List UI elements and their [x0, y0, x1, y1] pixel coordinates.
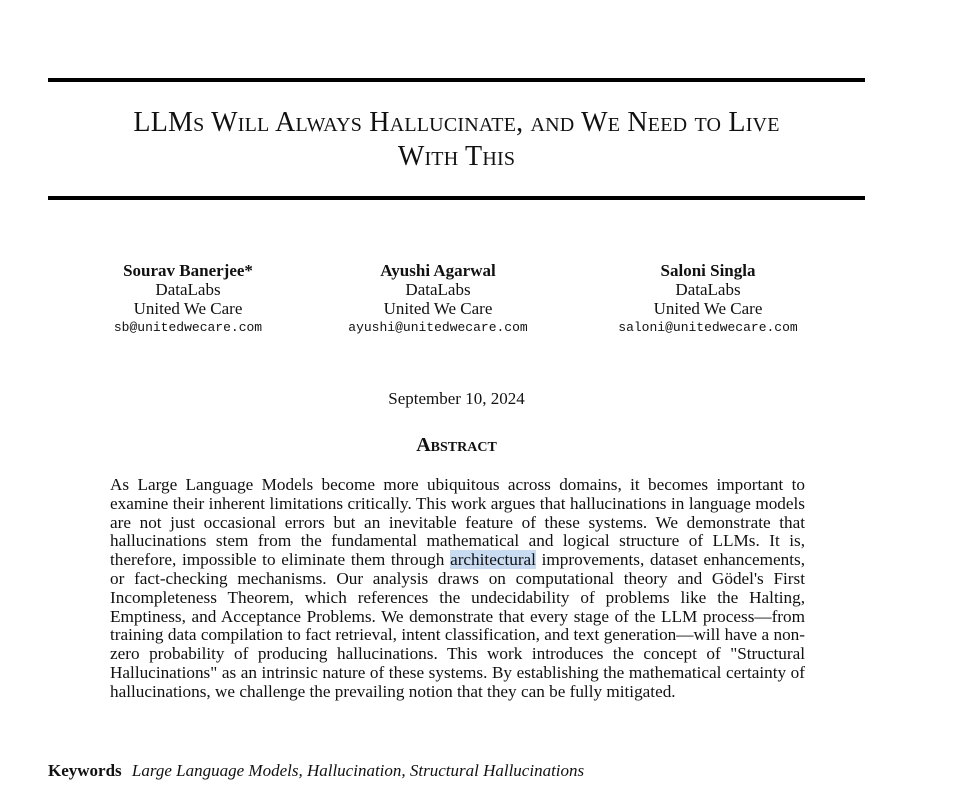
- author-3: [598, 261, 818, 337]
- paper-title-line-2: With This: [397, 141, 516, 172]
- publication-date: September 10, 2024: [388, 389, 525, 408]
- author-name: Saloni Singla: [660, 261, 756, 280]
- keywords-list: Large Language Models, Hallucination, Structural Hallucinations: [131, 761, 585, 780]
- keywords-label: Keywords: [48, 761, 122, 780]
- abstract-heading: Abstract: [416, 434, 497, 456]
- author-email[interactable]: ayushi@unitedwecare.com: [348, 320, 528, 335]
- paper-title: [48, 106, 865, 174]
- author-email[interactable]: sb@unitedwecare.com: [113, 320, 263, 335]
- text-selection-highlight[interactable]: architectural: [450, 550, 536, 570]
- title-bottom-rule: [48, 196, 865, 200]
- abstract-text-part-1: As Large Language Models become more ubiquitous across domains, it becomes important to examine their inherent limitations critically. This work argues that hallucinations in language models are not just occasional errors but an inevitable feature of these systems. We demonstrate that hallucinations stem from the fundamental mathematical and logical structure of LLMs. It is, therefore, impossible to eliminate them through: [110, 475, 805, 570]
- author-affiliation: United We Care: [383, 299, 493, 318]
- author-name: Sourav Banerjee*: [123, 261, 253, 280]
- author-affiliation: DataLabs: [675, 280, 741, 299]
- paper-title-line-1: LLMs Will Always Hallucinate, and We Need to Live: [133, 107, 780, 138]
- abstract-text-part-2: improvements, dataset enhancements, or fact-checking mechanisms. Our analysis draws on computational theory and Gödel's First Incompleteness Theorem, which references the undecidability of problems like the Halting, Emptiness, and Acceptance Problems. We demonstrate that every stage of the LLM process—from training data compilation to fact retrieval, intent classification, and text generation—will have a non-zero probability of producing hallucinations. This work introduces the concept of "Structural Hallucinations" as an intrinsic nature of these systems. By establishing the mathematical certainty of hallucinations, we challenge the prevailing notion that they can be fully mitigated.: [110, 550, 806, 701]
- author-name: Ayushi Agarwal: [380, 261, 496, 280]
- author-affiliation: United We Care: [653, 299, 763, 318]
- author-affiliation: DataLabs: [405, 280, 471, 299]
- title-top-rule: [48, 78, 865, 82]
- author-affiliation: DataLabs: [155, 280, 221, 299]
- author-2: [328, 261, 548, 337]
- author-affiliation: United We Care: [133, 299, 243, 318]
- abstract-text[interactable]: [110, 476, 805, 702]
- author-email[interactable]: saloni@unitedwecare.com: [618, 320, 798, 335]
- author-1: [78, 261, 298, 337]
- keywords-line: [48, 761, 908, 781]
